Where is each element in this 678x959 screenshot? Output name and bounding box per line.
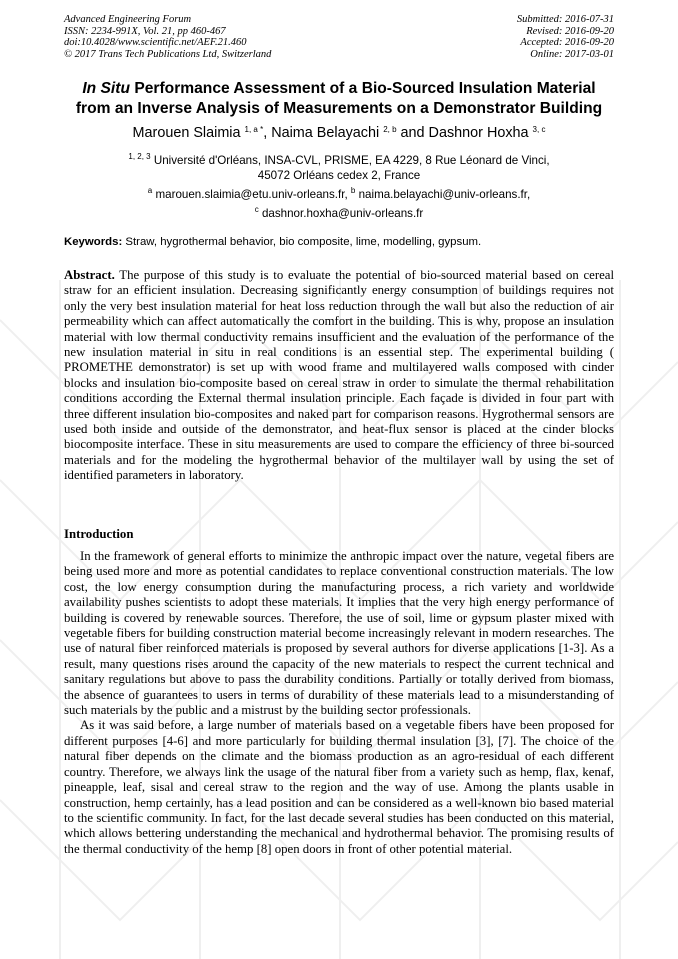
author-emails bbox=[40, 183, 638, 221]
author-name: Dashnor Hoxha bbox=[428, 125, 529, 141]
email-marker-c: c bbox=[254, 205, 259, 214]
section-heading-introduction: Introduction bbox=[64, 527, 134, 541]
revised-date: Revised: 2016-09-20 bbox=[526, 25, 614, 37]
email-c[interactable]: dashnor.hoxha@univ-orleans.fr bbox=[261, 207, 424, 220]
affiliation-line2: 45072 Orléans cedex 2, France bbox=[257, 169, 421, 182]
online-date: Online: 2017-03-01 bbox=[530, 48, 614, 60]
author-list bbox=[30, 121, 648, 142]
doi: doi:10.4028/www.scientific.net/AEF.21.460 bbox=[64, 37, 247, 49]
affiliation-line1: Université d'Orléans, INSA-CVL, PRISME, EA 4229, 8 Rue Léonard de Vinci, bbox=[153, 154, 550, 167]
paper-title bbox=[40, 79, 638, 119]
affiliation bbox=[40, 149, 638, 183]
author-name: Marouen Slaimia bbox=[132, 125, 241, 141]
author-separator: and bbox=[396, 125, 429, 141]
author-affiliation-marker: 3, c bbox=[532, 125, 546, 134]
email-a[interactable]: marouen.slaimia@etu.univ-orleans.fr, bbox=[155, 188, 351, 201]
title-line2: from an Inverse Analysis of Measurements on a Demonstrator Building bbox=[75, 100, 603, 117]
affiliation-marker: 1, 2, 3 bbox=[128, 152, 151, 161]
author-name: Naima Belayachi bbox=[271, 125, 380, 141]
submitted-date: Submitted: 2016-07-31 bbox=[516, 14, 614, 25]
author-affiliation-marker: 1, a * bbox=[244, 125, 264, 134]
journal-info bbox=[64, 14, 271, 60]
introduction-body bbox=[64, 549, 614, 857]
email-marker-a: a bbox=[147, 186, 153, 195]
title-line1: Performance Assessment of a Bio-Sourced Insulation Material bbox=[130, 80, 596, 97]
keywords-text: Straw, hygrothermal behavior, bio composite, lime, modelling, gypsum. bbox=[122, 236, 482, 248]
author-affiliation-marker: 2, b bbox=[383, 125, 397, 134]
abstract-text: The purpose of this study is to evaluate the potential of bio-sourced material based on cereal straw for an efficient insulation. Decreasing significantly energy consumption of buildings requires not only the very best insulation material for heat loss reduction through the wall but also the reduction of air permeability which can affect automatically the comfort in the building. This is why, propose an insulation material with low thermal conductivity remains insufficient and the evaluation of the performance of the new insulation material in situ in real conditions is an essential step. The experimental building ( PROMETHE demonstrator) is set up with wood frame and multilayered walls composed with cinder blocks and insulation bio-composite based on cereal straw in order to simulate the thermal rehabilitation conditions according the External thermal insulation principle. Each façade is divided in four part with three different insulation bio-composites and naked part for comparison reasons. Hygrothermal sensors are used both inside and outside of the demonstrator, and heat-flux sensor is placed at the cinder blocks biocomposite interface. These in situ measurements are used to compare the efficiency of three bi-sourced materials and for the modeling the hygrothermal behavior of the multilayer wall by using the set of identified parameters in laboratory. bbox=[64, 268, 614, 483]
copyright: © 2017 Trans Tech Publications Ltd, Switzerland bbox=[64, 48, 272, 60]
abstract bbox=[64, 268, 614, 484]
accepted-date: Accepted: 2016-09-20 bbox=[520, 37, 614, 49]
intro-paragraph: As it was said before, a large number of materials based on a vegetable fibers have been proposed for different purposes [4-6] and more particularly for building thermal insulation [3], [7]. The choice of the natural fiber depends on the climate and the biomass production as an agro-residual of each different country. Therefore, we always link the usage of the natural fiber from a variety such as hemp, flax, kenaf, pineapple, leaf, sisal and cereal straw to the region and the way of use. Among the plants usable in construction, hemp certainly, has a lead position and can be considered as a well-known bio based material to the scientific community. In fact, for the last decade several studies has been conducted on this material, which allows bettering understanding the mechanical and hydrothermal behavior. The promising results of the thermal conductivity of the hemp [8] open doors in front of other potential material. bbox=[64, 718, 614, 856]
email-marker-b: b bbox=[350, 186, 356, 195]
email-b[interactable]: naima.belayachi@univ-orleans.fr, bbox=[358, 188, 531, 201]
title-italic: In Situ bbox=[82, 80, 130, 97]
author-separator: , bbox=[263, 125, 272, 141]
keywords bbox=[64, 235, 614, 250]
publication-dates bbox=[517, 14, 614, 60]
journal-name: Advanced Engineering Forum bbox=[64, 14, 192, 25]
abstract-label: Abstract. bbox=[64, 268, 115, 282]
intro-paragraph: In the framework of general efforts to minimize the anthropic impact over the nature, vegetal fibers are being used more and more as potential candidates to replace conventional construction materials. The low cost, the low energy consumption during the manufacturing process, a rich variety and worldwide availability pushes scientists to adopt these materials. It implies that the very high energy performance of building is covered by renewable sources. Therefore, the use of soil, lime or gypsum plaster mixed with vegetable fibers for building construction material become increasingly relevant in modern researches. The use of natural fiber reinforced materials is proposed by several authors for diverse applications [1-3]. As a result, many questions rises around the capacity of the new materials to respect the current technical and sanitary regulations but above to pass the durability conditions. Partially or totally derived from biomass, the absence of guarantees to users in terms of durability of these materials lead to a misunderstanding of such materials by the public and a mistrust by the building sector professionals. bbox=[64, 549, 614, 718]
keywords-label: Keywords: bbox=[64, 236, 123, 248]
issn-volume: ISSN: 2234-991X, Vol. 21, pp 460-467 bbox=[64, 25, 226, 37]
